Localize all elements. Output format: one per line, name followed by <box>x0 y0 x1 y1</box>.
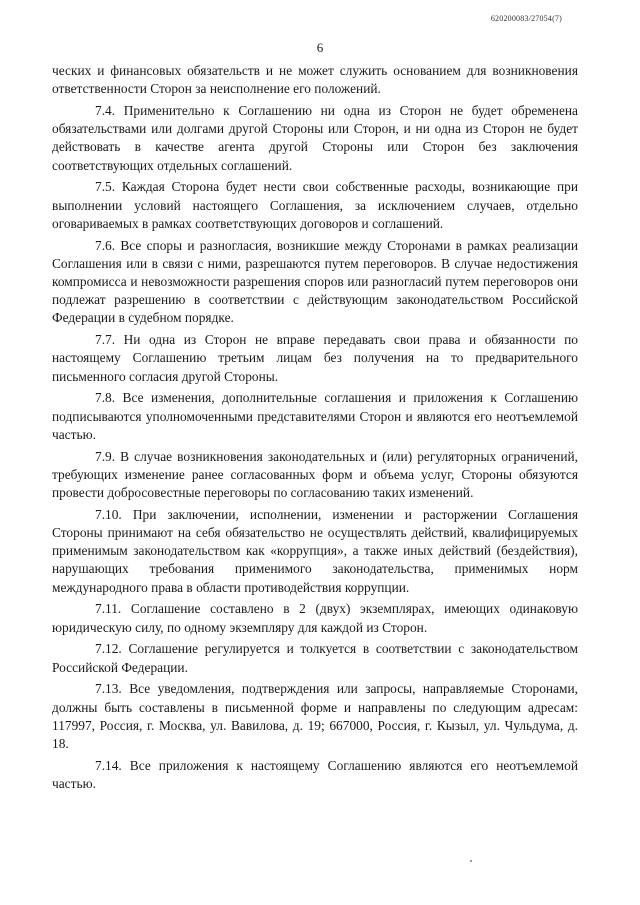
scan-speck <box>470 860 472 862</box>
paragraph-continuation: ческих и финансовых обязательств и не может служить основанием для возникновения ответственности Сторон за неисполнение его положений. <box>52 63 578 97</box>
document-id: 620200083/27054(7) <box>490 14 562 23</box>
paragraph-7-10: 7.10. При заключении, исполнении, изменении и расторжении Соглашения Стороны принимают на себя обязательство не осуществлять действий, квалифицируемых применимым законодательством как «коррупция», а также иных действий (бездействия), нарушающих требования применимого законодательства, применимых норм международного права в области противодействия коррупции. <box>52 506 578 595</box>
paragraph-7-8: 7.8. Все изменения, дополнительные соглашения и приложения к Соглашению подписываются уполномоченными представителями Сторон и являются его неотъемлемой частью. <box>52 390 578 442</box>
paragraph-7-4: 7.4. Применительно к Соглашению ни одна из Сторон не будет обременена обязательствами или долгами другой Стороны или Сторон, и ни одна из Сторон не будет действовать в качестве агента другой Стороны или Сторон без заключения соответствующих отдельных соглашений. <box>52 103 578 173</box>
paragraph-7-13: 7.13. Все уведомления, подтверждения или запросы, направляемые Сторонами, должны быть составлены в письменной форме и направлены по следующим адресам: 117997, Россия, г. Москва, ул. Вавилова, д. 19; 667000, Россия, г. Кызыл, ул. Чульдума, д. 18. <box>52 681 578 752</box>
paragraph-7-7: 7.7. Ни одна из Сторон не вправе передавать свои права и обязанности по настоящему Соглашению третьим лицам без получения на то предварительного письменного согласия другой Стороны. <box>52 332 578 384</box>
paragraph-7-14: 7.14. Все приложения к настоящему Соглашению являются его неотъемлемой частью. <box>52 757 578 792</box>
page-number: 6 <box>316 40 324 55</box>
paragraph-7-12: 7.12. Соглашение регулируется и толкуется в соответствии с законодательством Российской Федерации. <box>52 641 578 675</box>
paragraph-7-6: 7.6. Все споры и разногласия, возникшие между Сторонами в рамках реализации Соглашения или в связи с ними, разрешаются путем переговоров. В случае недостижения компромисса и невозможности разрешения споров или разногласий путем переговоров они подлежат разрешению в соответствии с действующим законодательством Российской Федерации в судебном порядке. <box>52 237 578 326</box>
paragraph-7-9: 7.9. В случае возникновения законодательных и (или) регуляторных ограничений, требующих изменение ранее согласованных форм и объема услуг, Стороны обязуются провести добросовестные переговоры по согласованию таких изменений. <box>52 448 578 501</box>
paragraph-7-11: 7.11. Соглашение составлено в 2 (двух) экземплярах, имеющих одинаковую юридическую силу, по одному экземпляру для каждой из Сторон. <box>52 601 578 635</box>
document-body <box>52 62 578 797</box>
paragraph-7-5: 7.5. Каждая Сторона будет нести свои собственные расходы, возникающие при выполнении условий настоящего Соглашения, за исключением случаев, отдельно оговариваемых в рамках соответствующих договоров и соглашений. <box>52 179 578 231</box>
